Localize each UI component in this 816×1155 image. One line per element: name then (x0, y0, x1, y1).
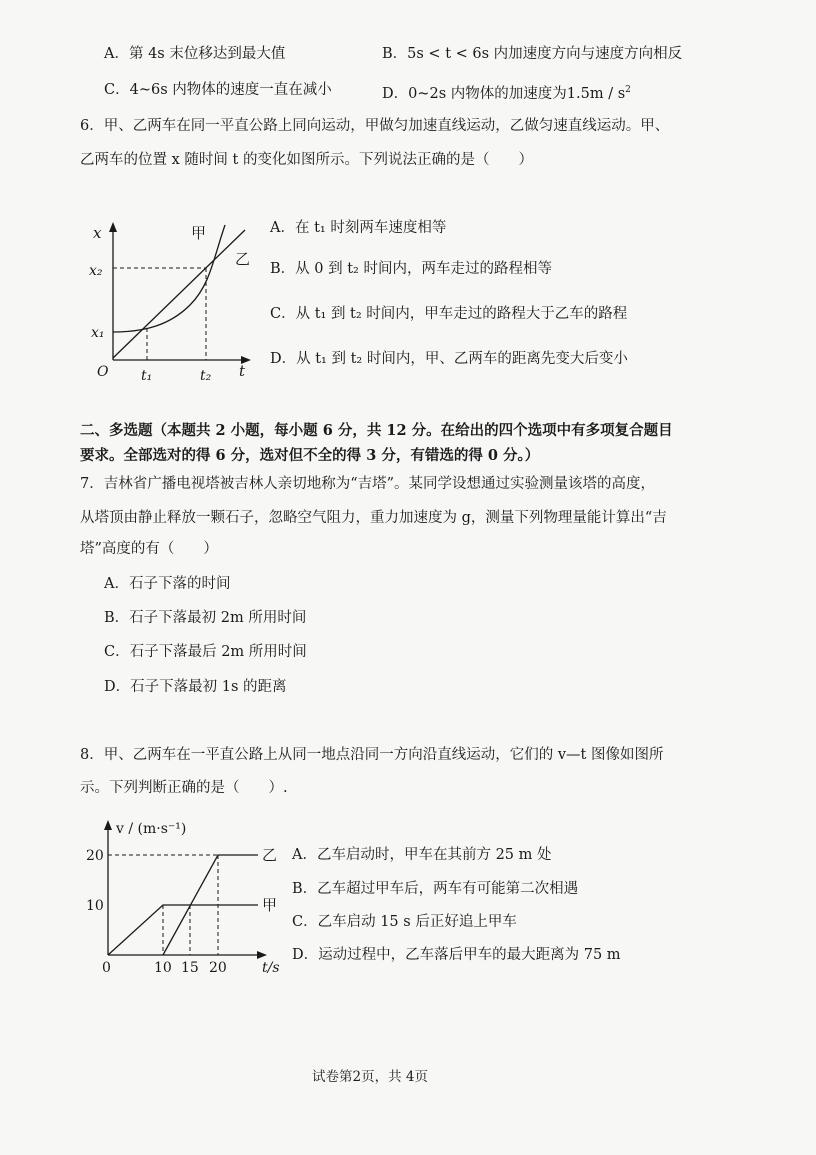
q8-x-axis-arrow (257, 951, 267, 959)
q8-line-jia (108, 905, 258, 955)
q8-stem-line2: 示。下列判断正确的是（ ）. (80, 780, 288, 796)
q8-tick-y20: 20 (86, 848, 104, 864)
q8-tick-x15: 15 (181, 960, 199, 976)
q7-option-d: D．石子下落最初 1s 的距离 (104, 679, 287, 695)
q6-stem-line2: 乙两车的位置 x 随时间 t 的变化如图所示。下列说法正确的是（ ） (80, 152, 533, 168)
q7-option-a: A．石子下落的时间 (104, 576, 231, 592)
q6-label-t2: t₂ (200, 368, 212, 384)
q7-option-c: C．石子下落最后 2m 所用时间 (104, 644, 307, 660)
q6-option-c: C．从 t₁ 到 t₂ 时间内，甲车走过的路程大于乙车的路程 (270, 306, 628, 322)
page-footer: 试卷第2页，共 4页 (312, 1069, 428, 1085)
q8-label-y: v / (m·s⁻¹) (116, 821, 187, 837)
prev-option-d (382, 80, 631, 104)
q8-label-yi: 乙 (262, 846, 278, 864)
q7-stem-line1: 7．吉林省广播电视塔被吉林人亲切地称为“吉塔”。某同学设想通过实验测量该塔的高度， (80, 476, 656, 492)
prev-option-d-sup: 2 (625, 85, 631, 95)
q8-option-d: D．运动过程中，乙车落后甲车的最大距离为 75 m (292, 947, 621, 963)
q6-line-yi (113, 230, 245, 358)
prev-option-a: A．第 4s 末位移达到最大值 (104, 46, 286, 62)
q8-label-t: t/s (262, 960, 280, 976)
q8-tick-x20: 20 (209, 960, 227, 976)
q6-label-origin: O (97, 364, 109, 380)
q8-velocity-time-graph (80, 815, 280, 975)
q6-label-x1: x₁ (91, 325, 105, 341)
q6-stem-line1: 6．甲、乙两车在同一平直公路上同向运动，甲做匀加速直线运动，乙做匀速直线运动。甲、 (80, 118, 670, 134)
q6-option-a: A．在 t₁ 时刻两车速度相等 (270, 220, 447, 236)
q6-label-y: x (93, 224, 102, 242)
q8-label-origin: 0 (102, 960, 111, 976)
q8-label-jia: 甲 (262, 896, 278, 914)
section2-heading-line1: 二、多选题（本题共 2 小题，每小题 6 分，共 12 分。在给出的四个选项中有多项复合题目 (80, 422, 673, 439)
q6-label-x2: x₂ (89, 263, 103, 279)
q6-label-t1: t₁ (141, 368, 153, 384)
q8-tick-x10: 10 (154, 960, 172, 976)
section2-heading-line2: 要求。全部选对的得 6 分，选对但不全的得 3 分，有错选的得 0 分。） (80, 447, 540, 464)
q8-tick-y10: 10 (86, 898, 104, 914)
prev-option-d-text: D．0~2s 内物体的加速度为1.5m / s (382, 85, 626, 102)
q7-stem-line2: 从塔顶由静止释放一颗石子，忽略空气阻力，重力加速度为 g，测量下列物理量能计算出“吉 (80, 510, 667, 526)
q6-option-d: D．从 t₁ 到 t₂ 时间内，甲、乙两车的距离先变大后变小 (270, 351, 628, 367)
prev-option-b: B．5s < t < 6s 内加速度方向与速度方向相反 (382, 46, 683, 62)
q8-option-b: B．乙车超过甲车后，两车有可能第二次相遇 (292, 881, 579, 897)
q6-option-b: B．从 0 到 t₂ 时间内，两车走过的路程相等 (270, 261, 552, 277)
q8-option-c: C．乙车启动 15 s 后正好追上甲车 (292, 914, 517, 930)
q6-label-t: t (239, 362, 246, 380)
q7-option-b: B．石子下落最初 2m 所用时间 (104, 610, 307, 626)
prev-option-c: C．4~6s 内物体的速度一直在减小 (104, 82, 332, 98)
q7-stem-line3: 塔”高度的有（ ） (80, 541, 218, 557)
q6-curve-jia (113, 225, 225, 332)
q8-option-a: A．乙车启动时，甲车在其前方 25 m 处 (292, 847, 552, 863)
q6-position-time-graph (85, 220, 265, 385)
q8-y-axis-arrow (104, 820, 112, 830)
q6-label-yi: 乙 (235, 250, 251, 268)
q6-label-jia: 甲 (191, 224, 207, 242)
q6-y-axis-arrow (109, 222, 117, 232)
q8-stem-line1: 8．甲、乙两车在一平直公路上从同一地点沿同一方向沿直线运动，它们的 v—t 图像如图所 (80, 747, 664, 763)
